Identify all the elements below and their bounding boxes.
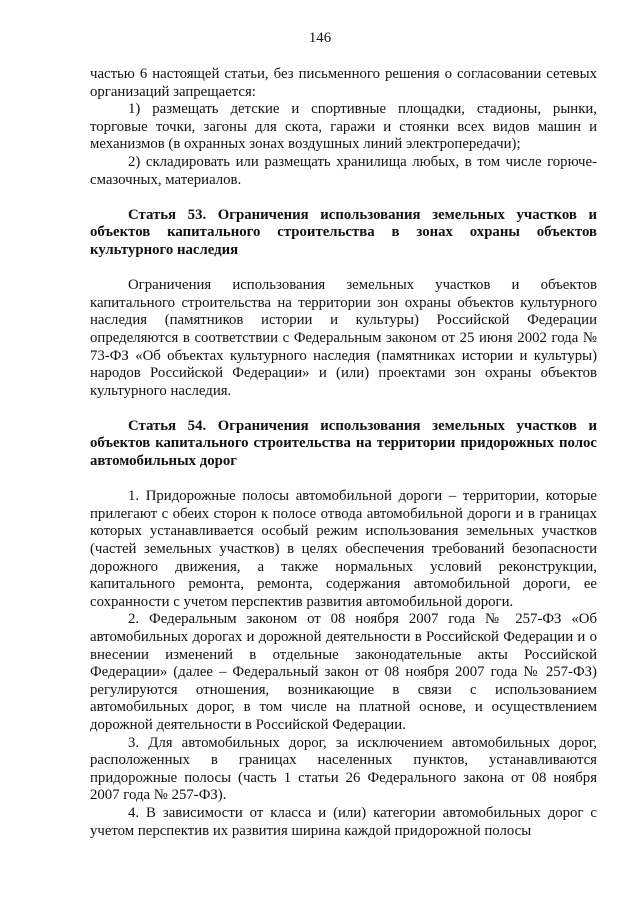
intro-paragraph: частью 6 настоящей статьи, без письменного решения о согласовании сетевых организаций запрещается: — [90, 66, 597, 100]
list-item: 1) размещать детские и спортивные площадки, стадионы, рынки, торговые точки, загоны для скота, гаражи и стоянки всех видов машин и механизмов (в охранных зонах воздушных линий электропередачи); — [90, 101, 597, 153]
article-54-paragraph-4: 4. В зависимости от класса и (или) категории автомобильных дорог с учетом перспектив их развития ширина каждой придорожной полосы — [90, 804, 597, 839]
spacer — [90, 471, 597, 489]
article-54-paragraph-2: 2. Федеральным законом от 08 ноября 2007 года № 257-ФЗ «Об автомобильных дорогах и дорожной деятельности в Российской Федерации и о внесении изменений в отдельные законодательные акты Российской Федерации» (далее – Федеральный закон от 08 ноября 2007 года № 257-ФЗ) регулируются отношения, возникающие в связи с использованием автомобильных дорог, в том числе на платной основе, и осуществлением дорожной деятельности в Российской Федерации. — [90, 611, 597, 733]
article-53-heading: Статья 53. Ограничения использования земельных участков и объектов капитального строительства в зонах охраны объектов культурного наследия — [90, 206, 597, 258]
spacer — [90, 189, 597, 207]
list-item: 2) складировать или размещать хранилища любых, в том числе горюче-смазочных, материалов. — [90, 153, 597, 188]
article-53-paragraph: Ограничения использования земельных участков и объектов капитального строительства на территории зон охраны объектов культурного наследия (памятников истории и культуры) Российской Федерации определяются в соответствии с Федеральным законом от 25 июня 2002 года № 73-ФЗ «Об объектах культурного наследия (памятниках истории и культуры) народов Российской Федерации» и (или) проектами зон охраны объектов культурного наследия. — [90, 277, 597, 399]
spacer — [90, 260, 597, 278]
document-body — [90, 66, 597, 840]
article-54-heading: Статья 54. Ограничения использования земельных участков и объектов капитального строительства на территории придорожных полос автомобильных дорог — [90, 417, 597, 470]
article-54-paragraph-3: 3. Для автомобильных дорог, за исключением автомобильных дорог, расположенных в границах населенных пунктов, устанавливаются придорожные полосы (часть 1 статьи 26 Федерального закона от 08 ноября 2007 года № 257-ФЗ). — [90, 734, 597, 804]
article-54-paragraph-1: 1. Придорожные полосы автомобильной дороги – территории, которые прилегают с обеих сторон к полосе отвода автомобильной дороги и в границах которых устанавливается особый режим использования земельных участков (частей земельных участков) в целях обеспечения требований безопасности дорожного движения, а также нормальных условий реконструкции, капитального ремонта, ремонта, содержания автомобильной дороги, ее сохранности с учетом перспектив развития автомобильной дороги. — [90, 488, 597, 610]
page-number: 146 — [308, 30, 332, 46]
spacer — [90, 400, 597, 418]
